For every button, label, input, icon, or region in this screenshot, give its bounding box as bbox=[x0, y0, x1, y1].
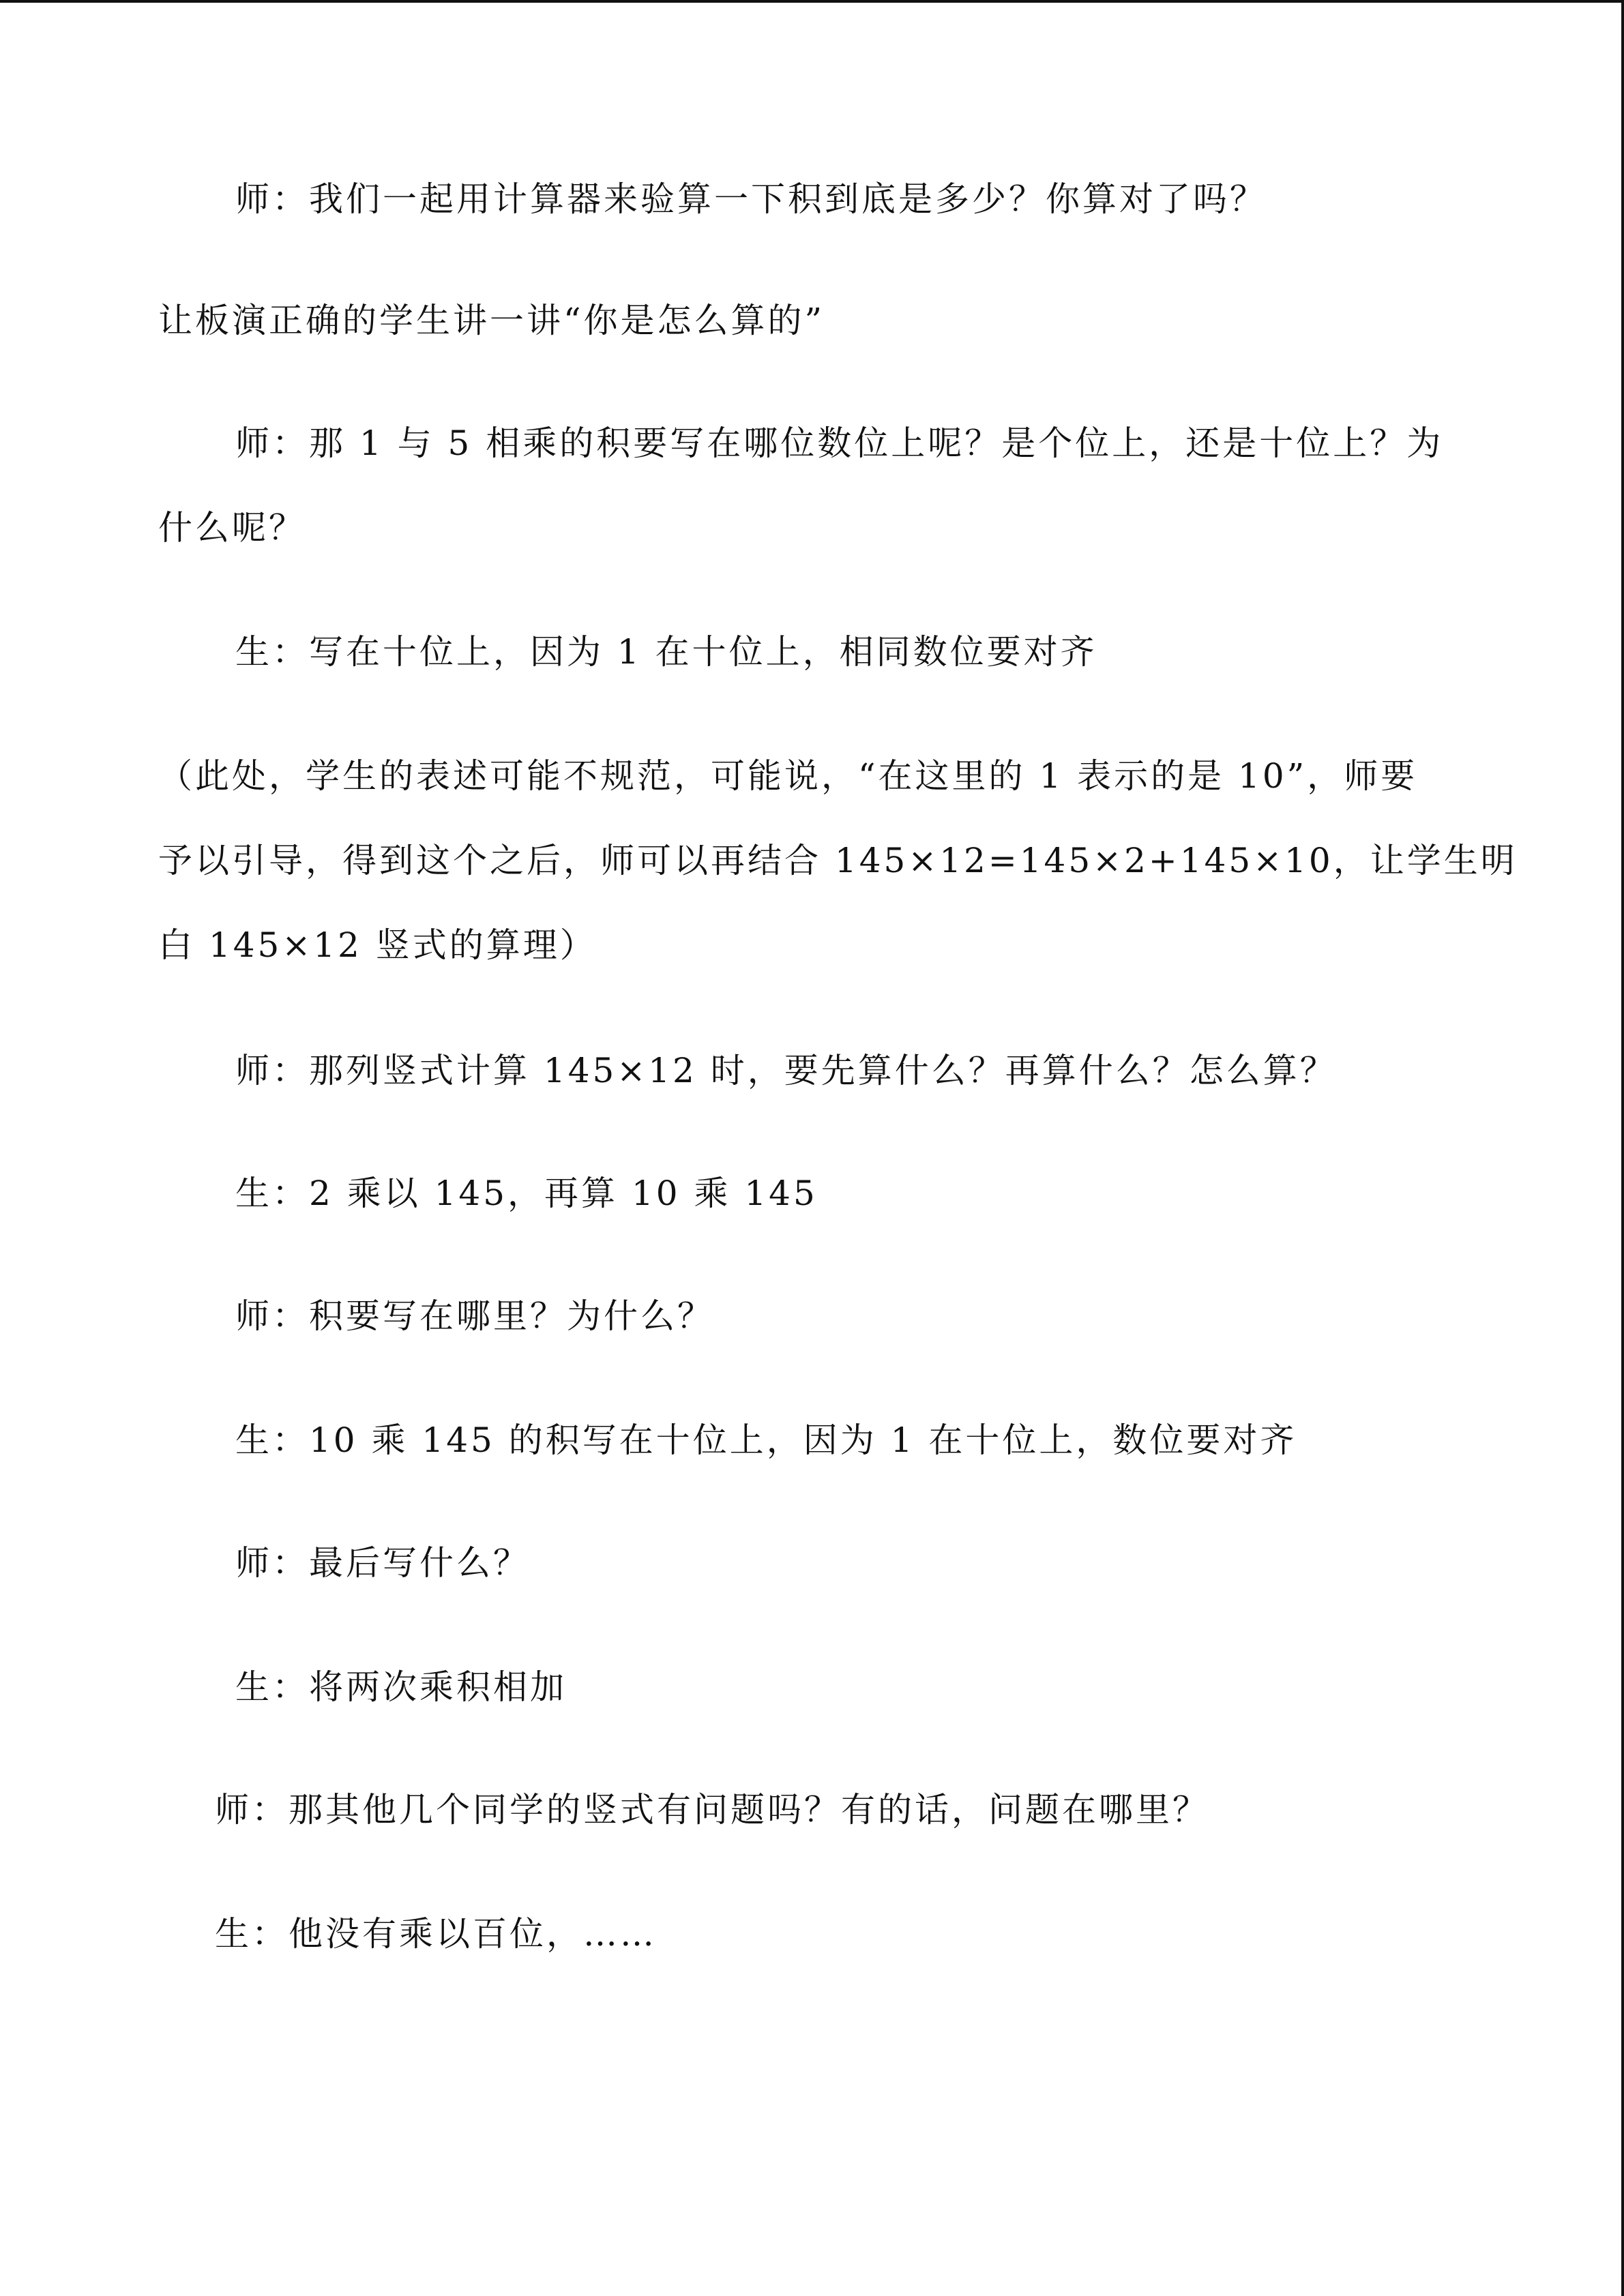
paragraph-teacher-other-students: 师：那其他几个同学的竖式有问题吗？有的话，问题在哪里？ bbox=[215, 1790, 1209, 1830]
paragraph-student-hundreds: 生：他没有乘以百位，…… bbox=[215, 1914, 657, 1954]
paragraph-note-line-1: （此处，学生的表述可能不规范，可能说，“在这里的 1 表示的是 10”，师要 bbox=[158, 756, 1418, 796]
paragraph-teacher-where-product: 师：积要写在哪里？为什么？ bbox=[235, 1296, 714, 1336]
paragraph-teacher-last-step: 师：最后写什么？ bbox=[235, 1543, 530, 1583]
paragraph-teacher-question-line-2: 什么呢？ bbox=[158, 508, 306, 548]
paragraph-board-student-explain: 让板演正确的学生讲一讲“你是怎么算的” bbox=[158, 301, 825, 340]
paragraph-teacher-question-line-1: 师：那 1 与 5 相乘的积要写在哪位数位上呢？是个位上，还是十位上？为 bbox=[235, 423, 1444, 463]
paragraph-teacher-verify: 师：我们一起用计算器来验算一下积到底是多少？你算对了吗？ bbox=[235, 179, 1267, 219]
paragraph-student-add-products: 生：将两次乘积相加 bbox=[235, 1667, 567, 1707]
paragraph-note-line-2: 予以引导，得到这个之后，师可以再结合 145×12=145×2+145×10，让学生明 bbox=[158, 841, 1518, 880]
paragraph-teacher-vertical-method: 师：那列竖式计算 145×12 时，要先算什么？再算什么？怎么算？ bbox=[235, 1051, 1337, 1090]
page-right-border bbox=[1621, 0, 1624, 2296]
paragraph-student-2x145: 生：2 乘以 145，再算 10 乘 145 bbox=[235, 1174, 818, 1213]
paragraph-student-tens-place: 生：写在十位上，因为 1 在十位上，相同数位要对齐 bbox=[235, 632, 1097, 672]
paragraph-note-line-3: 白 145×12 竖式的算理） bbox=[158, 925, 597, 965]
page-top-border bbox=[0, 0, 1624, 3]
paragraph-student-10x145: 生：10 乘 145 的积写在十位上，因为 1 在十位上，数位要对齐 bbox=[235, 1420, 1297, 1460]
